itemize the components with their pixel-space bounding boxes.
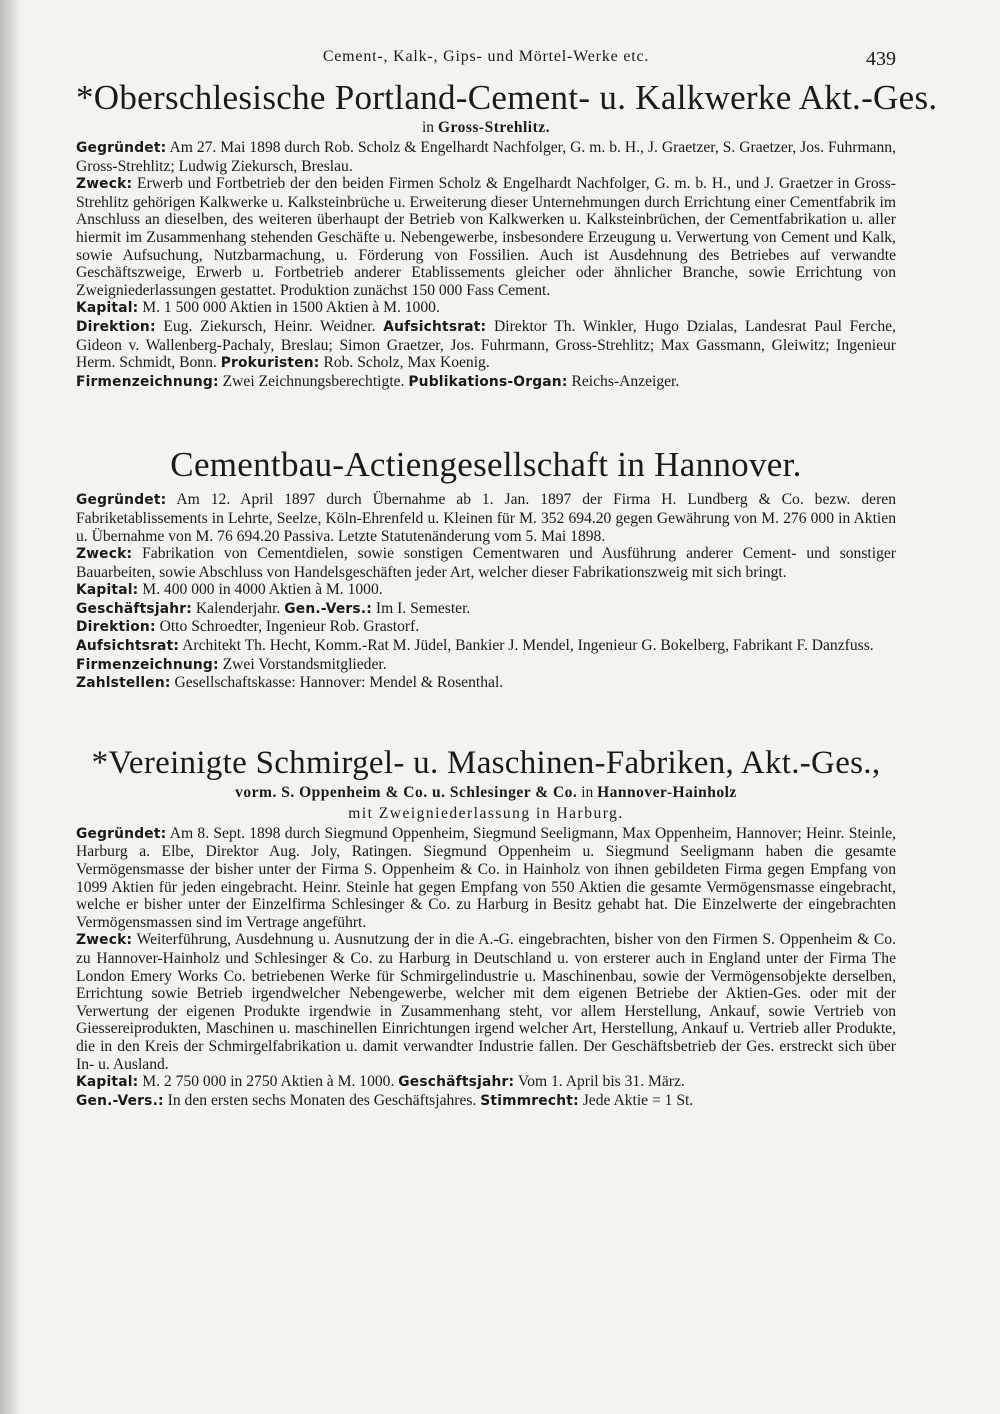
field-label: Gegründet: bbox=[76, 492, 167, 509]
field-label: Direktion: bbox=[76, 318, 156, 335]
field-direktion bbox=[76, 618, 896, 637]
field-zweck bbox=[76, 931, 896, 1073]
field-label-publikations-organ: Publikations-Organ: bbox=[408, 373, 568, 390]
field-label: Geschäftsjahr: bbox=[76, 600, 192, 617]
field-zweck bbox=[76, 175, 896, 299]
running-head-title: Cement-, Kalk-, Gips- und Mörtel-Werke etc. bbox=[322, 48, 650, 65]
field-label: Firmenzeichnung: bbox=[76, 373, 219, 390]
field-gegruendet bbox=[76, 491, 896, 545]
company-entry bbox=[76, 743, 896, 1111]
field-text: Eug. Ziekursch, Heinr. Weidner. bbox=[163, 317, 376, 335]
field-text: Zwei Vorstandsmitglieder. bbox=[222, 655, 387, 673]
field-firmenzeichnung bbox=[76, 373, 896, 392]
company-name: *Vereinigte Schmirgel- u. Maschinen-Fabriken, Akt.-Ges., bbox=[91, 744, 881, 781]
field-label: Zweck: bbox=[76, 932, 133, 949]
location-prefix: in bbox=[422, 119, 435, 136]
field-text: Am 27. Mai 1898 durch Rob. Scholz & Engelhardt Nachfolger, G. m. b. H., J. Graetzer, S. Graetzer, Jos. Fuhrmann, Gross-Strehlitz; Ludwig Ziekursch, Breslau. bbox=[76, 139, 896, 175]
field-geschaeftsjahr bbox=[76, 600, 896, 619]
page-number: 439 bbox=[866, 48, 896, 70]
field-label: Kapital: bbox=[76, 1074, 139, 1091]
field-zweck bbox=[76, 545, 896, 581]
field-label-aufsichtsrat: Aufsichtsrat: bbox=[383, 318, 487, 335]
field-text: M. 2 750 000 in 2750 Aktien à M. 1000. bbox=[142, 1073, 395, 1091]
predecessor-firms: vorm. S. Oppenheim & Co. u. Schlesinger & Co. bbox=[235, 783, 578, 801]
field-text: Fabrikation von Cementdielen, sowie sonstigen Cementwaren und Ausführung anderer Cement- und sonstiger Bauarbeiten, sowie Abschluss von Handelsgeschäften jeder Art, welcher dieser Fabrikationszweig mit sich bringt. bbox=[76, 545, 896, 581]
field-label: Direktion: bbox=[76, 619, 156, 636]
field-text: Am 8. Sept. 1898 durch Siegmund Oppenheim, Siegmund Seeligmann, Max Oppenheim, Hannover; Heinr. Steinle, Harburg a. Elbe, Direktor Aug. Joly, Ratingen. Siegmund Oppenheim u. Siegmund Seeligmann haben die gesamte Vermögensmasse der bisher unter der Firma S. Oppenheim & Co. in Hainholz von ihnen gebildeten Firma gegen Empfang von 1099 Aktien für jeden eingebracht. Heinr. Steinle hat gegen Empfang von 550 Aktien die gesamte Vermögensmasse eingebracht, welche er bisher unter der Einzelfirma Schlesinger & Co. zu Harburg in Besitz gehabt hat. Die Einzelwerte der eingebrachten Vermögensmassen sind im Vertrage angeführt. bbox=[76, 824, 896, 931]
field-label-prokuristen: Prokuristen: bbox=[220, 355, 320, 372]
field-zahlstellen bbox=[76, 674, 896, 693]
field-label: Aufsichtsrat: bbox=[76, 638, 180, 655]
company-location bbox=[76, 118, 896, 137]
company-entry bbox=[76, 445, 896, 693]
field-text: Im I. Semester. bbox=[375, 599, 471, 617]
field-label: Gen.-Vers.: bbox=[76, 1092, 164, 1109]
field-label: Zweck: bbox=[76, 546, 133, 563]
field-direktion bbox=[76, 318, 896, 373]
company-branch bbox=[76, 804, 896, 823]
field-text: Vom 1. April bis 31. März. bbox=[517, 1073, 685, 1091]
company-name: *Oberschlesische Portland-Cement- u. Kalkwerke Akt.-Ges. bbox=[76, 78, 938, 117]
field-text: Reichs-Anzeiger. bbox=[571, 372, 680, 390]
field-label: Gegründet: bbox=[76, 140, 167, 156]
field-label: Kapital: bbox=[76, 300, 139, 317]
field-text: Weiterführung, Ausdehnung u. Ausnutzung der in die A.-G. eingebrachten, bisher von den Firmen S. Oppenheim & Co. zu Hannover-Hainholz und Schlesinger & Co. zu Harburg in Deutschland u. von ersterer auch in England unter der Firma The London Emery Works Co. betriebenen Werke für Schmirgelindustrie u. Maschinenbau, sowie der Vermögensobjekte derselben, Errichtung sowie Betrieb irgendwelcher Nebengewerbe, welcher mit dem eigenen Betriebe der Aktien-Ges. oder mit der Verwertung der eigenen Produkte irgendwie in Zusammenhang steht, vor allem Herstellung, Ankauf, sowie Vertrieb von Giessereiprodukten, Maschinen u. maschinellen Einrichtungen irgend welcher Art, Herstellung, Ankauf u. Vertrieb aller Produkte, die in den Kreis der Schmirgelfabrikation u. damit verwandter Industrie fallen. Der Geschäftsbetrieb der Ges. erstreckt sich über In- u. Ausland. bbox=[76, 931, 896, 1073]
field-text: Kalenderjahr. bbox=[195, 599, 281, 617]
running-head bbox=[76, 48, 896, 78]
field-text: M. 400 000 in 4000 Aktien à M. 1000. bbox=[142, 581, 383, 599]
location-name: Hannover-Hainholz bbox=[597, 783, 737, 801]
field-text: In den ersten sechs Monaten des Geschäftsjahres. bbox=[167, 1091, 477, 1109]
field-label: Zahlstellen: bbox=[76, 675, 171, 692]
field-kapital bbox=[76, 581, 896, 600]
field-text: Architekt Th. Hecht, Komm.-Rat M. Jüdel, Bankier J. Mendel, Ingenieur G. Bokelberg, Fabrikant F. Danzfuss. bbox=[182, 637, 874, 655]
location-prefix: in bbox=[581, 783, 594, 801]
field-text: M. 1 500 000 Aktien in 1500 Aktien à M. 1000. bbox=[142, 299, 440, 317]
company-name: Cementbau-Actiengesellschaft in Hannover. bbox=[170, 445, 802, 485]
field-aufsichtsrat bbox=[76, 637, 896, 656]
company-entry bbox=[76, 78, 938, 391]
field-text: Am 12. April 1897 durch Übernahme ab 1. Jan. 1897 der Firma H. Lundberg & Co. bezw. deren Fabriketablissements in Lehrte, Seelze, Köln-Ehrenfeld u. Kleinen für M. 352 694.20 gegen Gewährung von M. 276 000 in Aktien u. Übernahme von M. 76 694.20 Passiva. Letzte Statutenänderung vom 5. Mai 1898. bbox=[76, 491, 896, 545]
field-label: Zweck: bbox=[76, 176, 133, 193]
field-text: Direktor Th. Winkler, Hugo Dzialas, Landesrat Paul Ferche, Gideon v. Wallenberg-Pachaly, Breslau; Simon Graetzer, Jos. Fuhrmann, Gross-Strehlitz; Max Gassmann, Gleiwitz; Ingenieur Herm. Schmidt, Bonn. bbox=[76, 317, 896, 372]
field-text: Gesellschaftskasse: Hannover: Mendel & Rosenthal. bbox=[174, 674, 504, 692]
field-text: Erwerb und Fortbetrieb der den beiden Firmen Scholz & Engelhardt Nachfolger, G. m. b. H., und J. Graetzer in Gross-Strehlitz gehörigen Kalkwerke u. Kalksteinbrüche u. Erweiterung dieser Unternehmungen durch Errichtung einer Cementfabrik im Anschluss an dieselben, des weiteren überhaupt der Betrieb von Kalkwerken u. Kalksteinbrüchen, der Cementfabrikation u. aller hiermit im Zusammenhang stehenden Geschäfte u. Nebengewerbe, insbesondere Erzeugung u. Verwertung von Cement und Kalk, sowie Aufsuchung, Nutzbarmachung, u. Förderung von Fossilien. Auch ist Ausdehnung des Betriebes auf verwandte Geschäftszweige, Erwerb u. Fortbetrieb anderer Etablissements gleicher oder ähnlicher Branche, sowie Errichtung von Zweigniederlassungen gestattet. Produktion zunächst 150 000 Fass Cement. bbox=[76, 175, 896, 299]
field-kapital bbox=[76, 299, 896, 318]
field-label-gen-vers: Gen.-Vers.: bbox=[284, 600, 372, 617]
scan-page-edge bbox=[0, 0, 22, 1414]
field-label: Kapital: bbox=[76, 582, 139, 599]
field-text: Rob. Scholz, Max Koenig. bbox=[323, 354, 490, 372]
company-predecessor bbox=[76, 783, 896, 802]
location-name: Gross-Strehlitz. bbox=[437, 119, 550, 136]
field-label: Gegründet: bbox=[76, 825, 167, 842]
branch-text: mit Zweigniederlassung in Harburg. bbox=[348, 804, 624, 822]
field-gegruendet bbox=[76, 139, 896, 175]
field-text: Jede Aktie = 1 St. bbox=[582, 1091, 694, 1109]
document-page bbox=[76, 48, 938, 1126]
field-text: Otto Schroedter, Ingenieur Rob. Grastorf. bbox=[159, 618, 420, 636]
field-gegruendet bbox=[76, 825, 896, 932]
field-label: Firmenzeichnung: bbox=[76, 656, 219, 673]
field-text: Zwei Zeichnungsberechtigte. bbox=[222, 372, 405, 390]
field-kapital bbox=[76, 1073, 896, 1092]
field-gen-vers bbox=[76, 1092, 896, 1111]
field-firmenzeichnung bbox=[76, 656, 896, 675]
field-label-geschaeftsjahr: Geschäftsjahr: bbox=[398, 1074, 515, 1091]
field-label-stimmrecht: Stimmrecht: bbox=[480, 1092, 579, 1109]
